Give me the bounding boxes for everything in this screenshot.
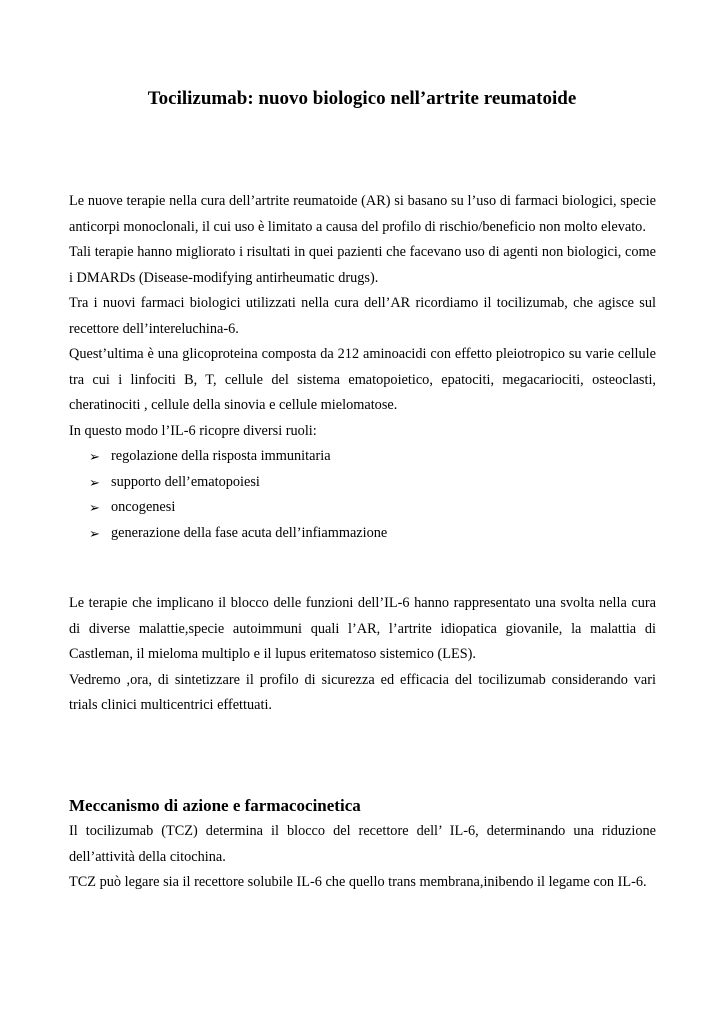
arrowhead-bullet-icon: ➢ bbox=[89, 500, 100, 515]
list-item-text: oncogenesi bbox=[111, 499, 176, 515]
list-item-text: regolazione della risposta immunitaria bbox=[111, 448, 331, 464]
list-item bbox=[69, 521, 656, 547]
intro-paragraph-1: Le nuove terapie nella cura dell’artrite reumatoide (AR) si basano su l’uso di farmaci biologici, specie anticorpi monoclonali, il cui uso è limitato a causa del profilo di rischio/beneficio non molto elevato. bbox=[69, 193, 656, 235]
arrowhead-bullet-icon: ➢ bbox=[89, 474, 100, 490]
mechanism-paragraph-2: TCZ può legare sia il recettore solubile IL-6 che quello trans membrana,inibendo il legame con IL-6. bbox=[69, 874, 647, 890]
intro-section bbox=[69, 189, 656, 546]
intro-paragraph-2: Tali terapie hanno migliorato i risultati in quei pazienti che facevano uso di agenti non biologici, come i DMARDs (Disease-modifying antirheumatic drugs). bbox=[69, 244, 656, 286]
therapies-paragraph-2: Vedremo ,ora, di sintetizzare il profilo di sicurezza ed efficacia del tocilizumab considerando vari trials clinici multicentrici effettuati. bbox=[69, 671, 656, 713]
mechanism-paragraph-1: Il tocilizumab (TCZ) determina il blocco del recettore dell’ IL-6, determinando una riduzione dell’attività della citochina. bbox=[69, 823, 656, 865]
mechanism-section bbox=[69, 793, 656, 896]
section-heading: Meccanismo di azione e farmacocinetica bbox=[69, 796, 361, 815]
arrowhead-bullet-icon: ➢ bbox=[89, 449, 100, 464]
list-item bbox=[69, 444, 656, 470]
intro-paragraph-4: Quest’ultima è una glicoproteina composta da 212 aminoacidi con effetto pleiotropico su varie cellule tra cui i linfociti B, T, cellule del sistema ematopoietico, epatociti, megacariociti, osteoclasti, cheratinociti , cellule della sinovia e cellule mielomatose. bbox=[69, 346, 656, 413]
intro-paragraph-3: Tra i nuovi farmaci biologici utilizzati nella cura dell’AR ricordiamo il tocilizumab, che agisce sul recettore dell’intereluchina-6. bbox=[69, 295, 656, 337]
intro-paragraph-5: In questo modo l’IL-6 ricopre diversi ruoli: bbox=[69, 422, 317, 439]
arrowhead-bullet-icon: ➢ bbox=[89, 525, 100, 541]
therapies-paragraph-1: Le terapie che implicano il blocco delle funzioni dell’IL-6 hanno rappresentato una svolta nella cura di diverse malattie,specie autoimmuni quali l’AR, l’artrite idiopatica giovanile, la malattia di Castleman, il mieloma multiplo e il lupus eritematoso sistemico (LES). bbox=[69, 595, 656, 662]
list-item bbox=[69, 495, 656, 521]
document-title: Tocilizumab: nuovo biologico nell’artrite reumatoide bbox=[147, 88, 577, 109]
list-item-text: supporto dell’ematopoiesi bbox=[111, 473, 260, 490]
list-item bbox=[69, 470, 656, 496]
list-item-text: generazione della fase acuta dell’infiammazione bbox=[111, 524, 388, 541]
roles-list bbox=[69, 444, 656, 546]
therapies-section bbox=[69, 591, 656, 719]
